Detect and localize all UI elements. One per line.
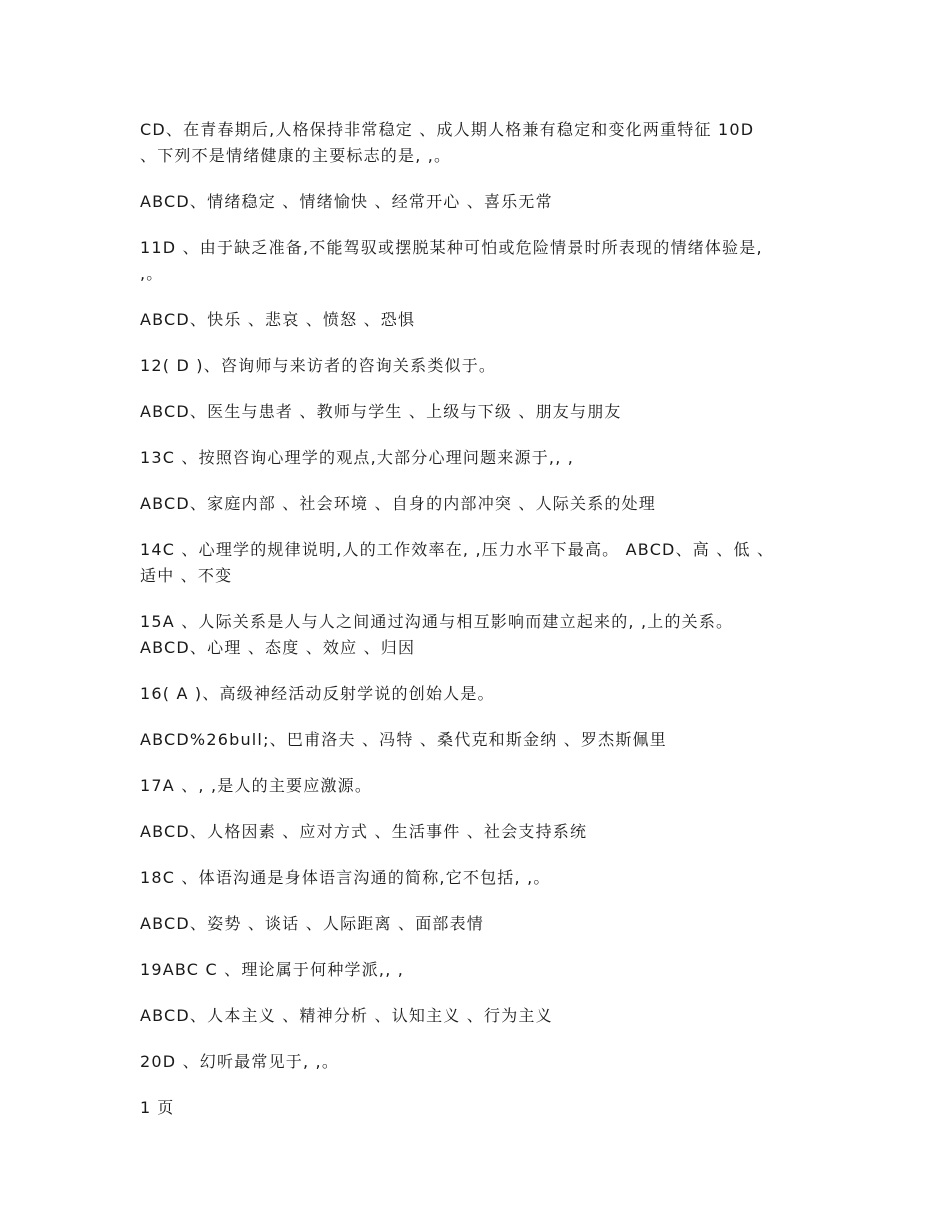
text-line: 19ABC C 、理论属于何种学派,, , [140,960,405,979]
text-line: 20D 、幻听最常见于, ,。 [140,1052,340,1071]
text-line: ABCD、快乐 、悲哀 、愤怒 、恐惧 [140,310,416,329]
text-line: 、下列不是情绪健康的主要标志的是, ,。 [140,146,452,165]
text-line: ABCD、情绪稳定 、情绪愉快 、经常开心 、喜乐无常 [140,192,553,211]
text-line: 15A 、人际关系是人与人之间通过沟通与相互影响而建立起来的, ,上的关系。 [140,612,734,631]
text-line: ,。 [140,264,164,283]
text-line: ABCD、医生与患者 、教师与学生 、上级与下级 、朋友与朋友 [140,402,622,421]
text-line: 适中 、不变 [140,566,233,585]
text-line: 12( D )、咨询师与来访者的咨询关系类似于。 [140,356,497,375]
text-line: 16( A )、高级神经活动反射学说的创始人是。 [140,684,495,703]
page-number: 1 页 [140,1098,175,1117]
text-line: ABCD、心理 、态度 、效应 、归因 [140,638,416,657]
text-line: ABCD%26bull;、巴甫洛夫 、冯特 、桑代克和斯金纳 、罗杰斯佩里 [140,730,667,749]
text-line: ABCD、人格因素 、应对方式 、生活事件 、社会支持系统 [140,822,588,841]
text-line: 14C 、心理学的规律说明,人的工作效率在, ,压力水平下最高。 ABCD、高 、低 、 [140,540,775,559]
text-line: 13C 、按照咨询心理学的观点,大部分心理问题来源于,, , [140,448,575,467]
text-line: 11D 、由于缺乏准备,不能驾驭或摆脱某种可怕或危险情景时所表现的情绪体验是, [140,238,763,257]
text-line: CD、在青春期后,人格保持非常稳定 、成人期人格兼有稳定和变化两重特征 10D [140,120,755,139]
text-line: ABCD、人本主义 、精神分析 、认知主义 、行为主义 [140,1006,553,1025]
text-line: 17A 、, ,是人的主要应激源。 [140,776,373,795]
text-line: 18C 、体语沟通是身体语言沟通的简称,它不包括, ,。 [140,868,551,887]
text-line: ABCD、家庭内部 、社会环境 、自身的内部冲突 、人际关系的处理 [140,494,656,513]
text-line: ABCD、姿势 、谈话 、人际距离 、面部表情 [140,914,484,933]
